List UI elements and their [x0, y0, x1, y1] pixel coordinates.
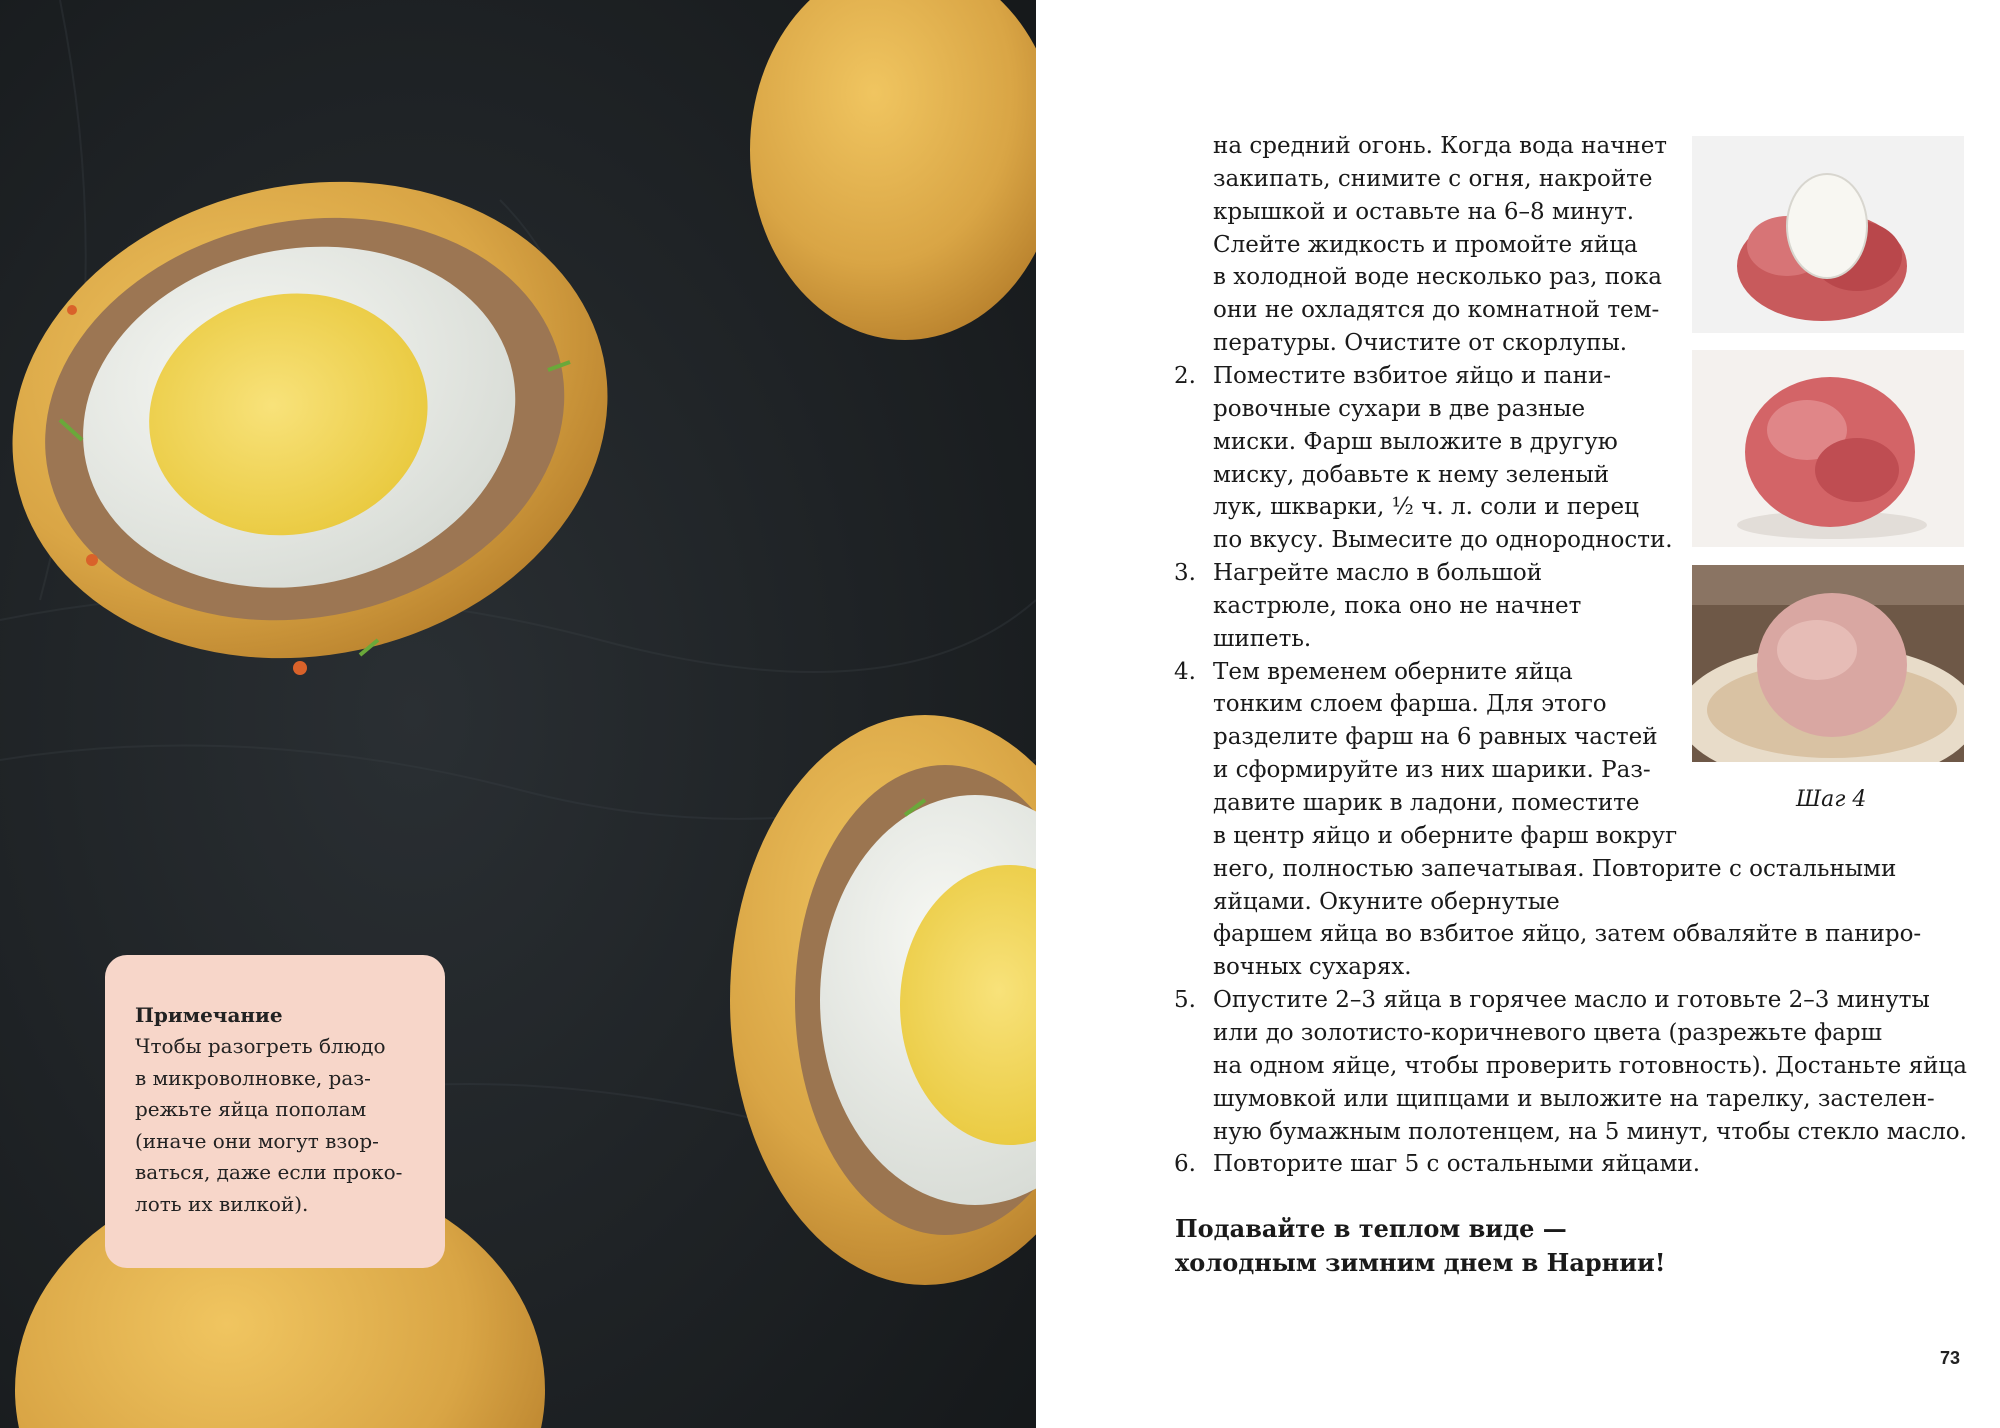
recipe-line: или до золотисто-коричневого цвета (разрежьте фарш — [1213, 1020, 1882, 1046]
recipe-line: Слейте жидкость и промойте яйца — [1213, 232, 1638, 258]
recipe-line: фаршем яйца во взбитое яйцо, затем обваляйте в паниро- — [1213, 921, 1922, 947]
recipe-line: ровочные сухари в две разные — [1213, 396, 1586, 422]
recipe-line: они не охладятся до комнатной тем- — [1213, 297, 1660, 323]
recipe-line: в центр яйцо и оберните фарш вокруг — [1213, 823, 1678, 849]
note-title: Примечание — [135, 1003, 283, 1027]
recipe-line: и сформируйте из них шарики. Раз- — [1213, 757, 1651, 783]
recipe-line: Нагрейте масло в большой — [1213, 560, 1543, 586]
recipe-line: на одном яйце, чтобы проверить готовность). Достаньте яйца — [1213, 1053, 1967, 1079]
step-photo-breaded-ball — [1692, 565, 1964, 762]
step-number: 4. — [1174, 659, 1196, 685]
recipe-line: по вкусу. Вымесите до однородности. — [1213, 527, 1673, 553]
recipe-line: в холодной воде несколько раз, пока — [1213, 264, 1662, 290]
note-line: ваться, даже если проко- — [135, 1160, 403, 1184]
recipe-line: тонким слоем фарша. Для этого — [1213, 691, 1607, 717]
recipe-line: вочных сухарях. — [1213, 954, 1412, 980]
recipe-line: миску, добавьте к нему зеленый — [1213, 462, 1610, 488]
recipe-line: Повторите шаг 5 с остальными яйцами. — [1213, 1151, 1701, 1177]
note-box — [105, 955, 445, 1268]
step-photo-mince-ball — [1692, 350, 1964, 547]
recipe-line: кастрюле, пока оно не начнет — [1213, 593, 1582, 619]
recipe-line: Тем временем оберните яйца — [1213, 659, 1573, 685]
note-line: режьте яйца пополам — [135, 1097, 367, 1121]
note-line: в микроволновке, раз- — [135, 1065, 371, 1090]
recipe-line: миски. Фарш выложите в другую — [1213, 429, 1618, 455]
step-number: 3. — [1174, 560, 1196, 586]
step-caption: Шаг 4 — [1796, 787, 1867, 812]
step-photo-egg-on-mince — [1692, 136, 1964, 333]
recipe-line: ную бумажным полотенцем, на 5 минут, чтобы стекло масло. — [1213, 1119, 1967, 1145]
serving-line: холодным зимним днем в Нарнии! — [1175, 1248, 1666, 1277]
recipe-line: лук, шкварки, ½ ч. л. соли и перец — [1213, 494, 1639, 520]
note-line: лоть их вилкой). — [135, 1191, 309, 1216]
recipe-line: давите шарик в ладони, поместите — [1213, 790, 1640, 816]
step-number: 5. — [1174, 987, 1196, 1013]
recipe-line: шумовкой или щипцами и выложите на тарелку, застелен- — [1213, 1086, 1935, 1112]
recipe-line: Поместите взбитое яйцо и пани- — [1213, 363, 1612, 389]
recipe-line: закипать, снимите с огня, накройте — [1213, 166, 1653, 192]
step-number: 6. — [1174, 1151, 1196, 1177]
page-number: 73 — [1940, 1348, 1961, 1368]
serving-line: Подавайте в теплом виде — — [1175, 1214, 1567, 1243]
recipe-line: крышкой и оставьте на 6–8 минут. — [1213, 199, 1635, 225]
recipe-line: яйцами. Окуните обернутые — [1213, 889, 1560, 915]
recipe-line: Опустите 2–3 яйца в горячее масло и готовьте 2–3 минуты — [1213, 987, 1930, 1013]
note-line: (иначе они могут взор- — [135, 1128, 379, 1153]
note-line: Чтобы разогреть блюдо — [135, 1034, 386, 1058]
recipe-line: на средний огонь. Когда вода начнет — [1213, 133, 1668, 159]
recipe-line: пературы. Очистите от скорлупы. — [1213, 330, 1628, 356]
recipe-line: шипеть. — [1213, 626, 1312, 652]
recipe-line: него, полностью запечатывая. Повторите с остальными — [1213, 856, 1897, 882]
recipe-line: разделите фарш на 6 равных частей — [1213, 724, 1658, 750]
step-number: 2. — [1174, 363, 1196, 389]
